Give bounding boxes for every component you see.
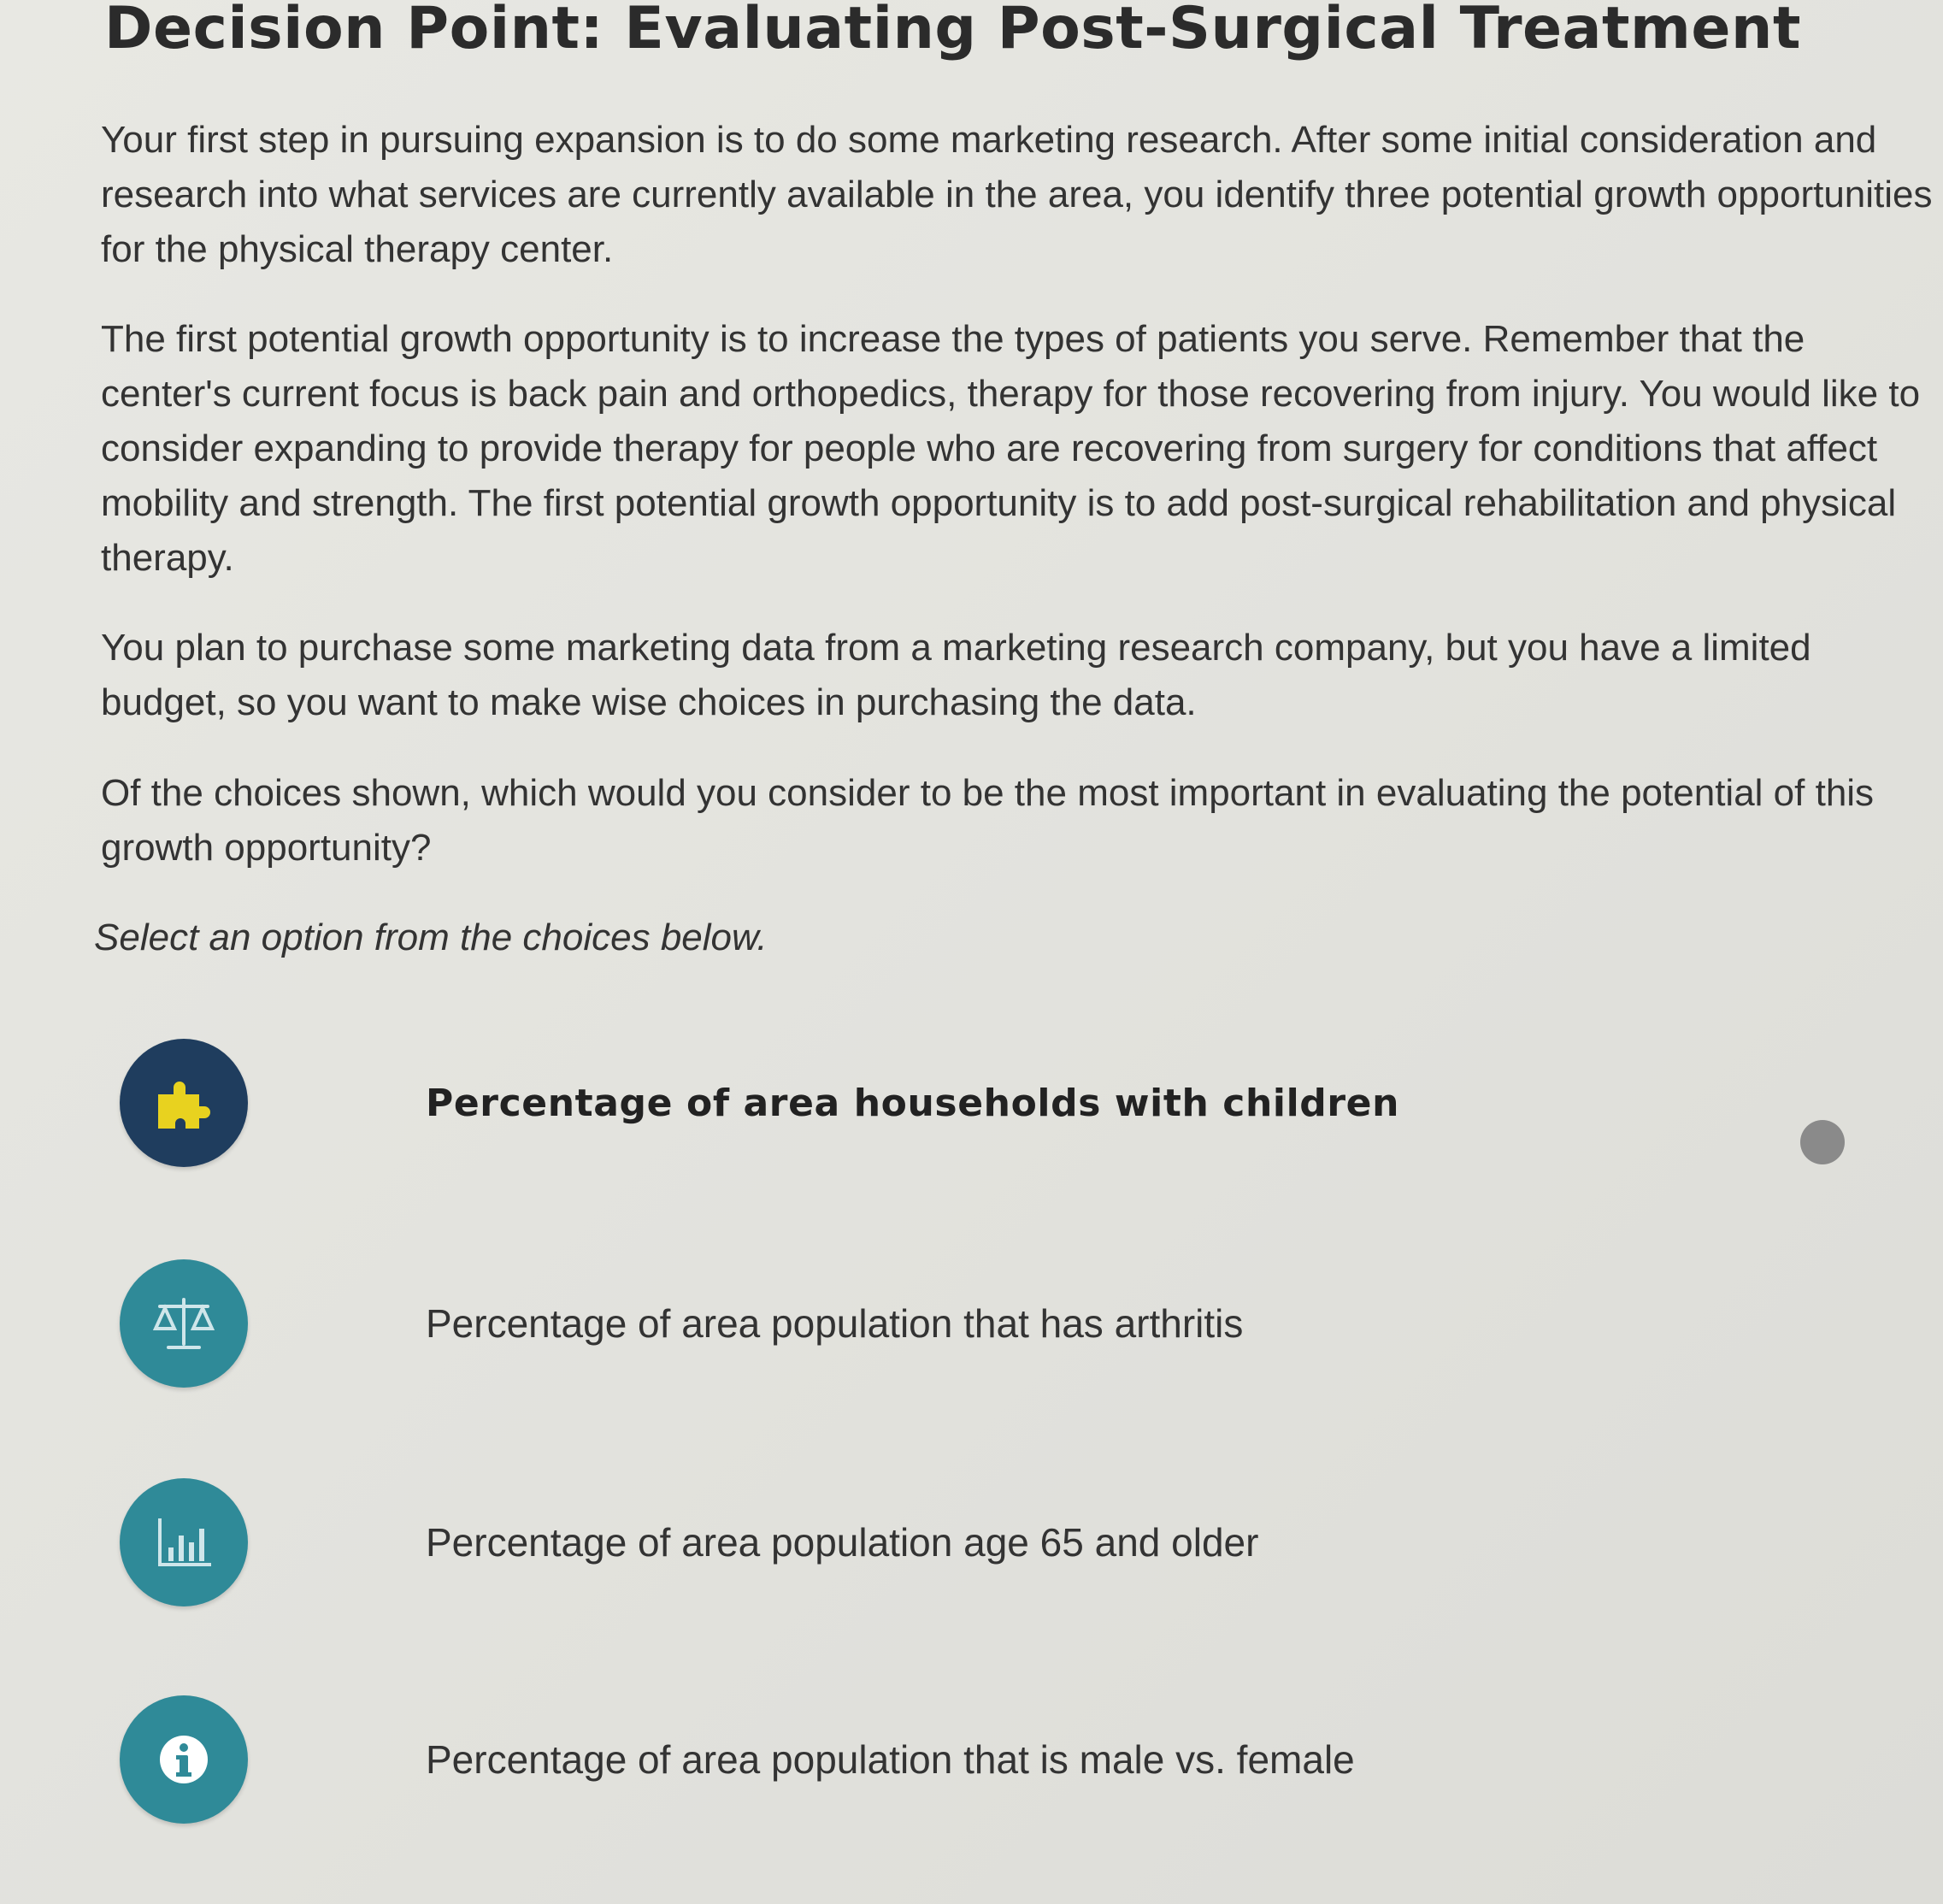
option-age-65[interactable] bbox=[120, 1476, 1744, 1609]
paragraph-intro: Your first step in pursuing expansion is to do some marketing research. After some initial consideration and research into what services are currently available in the area, you identify three potential growth opportunities for the physical therapy center. bbox=[101, 119, 1933, 270]
scale-icon bbox=[148, 1288, 220, 1359]
option-male-female[interactable] bbox=[120, 1693, 1744, 1826]
option-icon-wrapper bbox=[120, 1478, 248, 1606]
info-icon bbox=[150, 1725, 218, 1794]
option-icon-wrapper bbox=[120, 1695, 248, 1824]
instruction-prompt: Select an option from the choices below. bbox=[94, 917, 768, 958]
puzzle-icon bbox=[150, 1069, 218, 1137]
option-icon-wrapper bbox=[120, 1039, 248, 1167]
option-label: Percentage of area population that is male vs. female bbox=[426, 1737, 1355, 1782]
paragraph-opportunity: The first potential growth opportunity is to increase the types of patients you serve. Remember that the center's current focus is back pain and orthopedics, therapy for those recovering from injury. You would like to consider expanding to provide therapy for people who are recovering from surgery for conditions that affect mobility and strength. The first potential growth opportunity is to add post-surgical rehabilitation and physical therapy. bbox=[101, 318, 1921, 579]
option-label: Percentage of area population that has arthritis bbox=[426, 1301, 1244, 1346]
page-title: Decision Point: Evaluating Post-Surgical Treatment bbox=[104, 0, 1801, 62]
selection-indicator[interactable] bbox=[1800, 1120, 1845, 1164]
bar-chart-icon bbox=[148, 1506, 220, 1578]
option-label: Percentage of area population age 65 and older bbox=[426, 1520, 1259, 1565]
option-arthritis[interactable] bbox=[120, 1257, 1744, 1390]
option-icon-wrapper bbox=[120, 1259, 248, 1388]
option-label: Percentage of area households with children bbox=[426, 1081, 1400, 1125]
paragraph-budget: You plan to purchase some marketing data from a marketing research company, but you have a limited budget, so you want to make wise choices in purchasing the data. bbox=[101, 627, 1811, 723]
option-households-children[interactable] bbox=[120, 1036, 1744, 1170]
paragraph-question: Of the choices shown, which would you consider to be the most important in evaluating the potential of this growth opportunity? bbox=[101, 772, 1875, 869]
